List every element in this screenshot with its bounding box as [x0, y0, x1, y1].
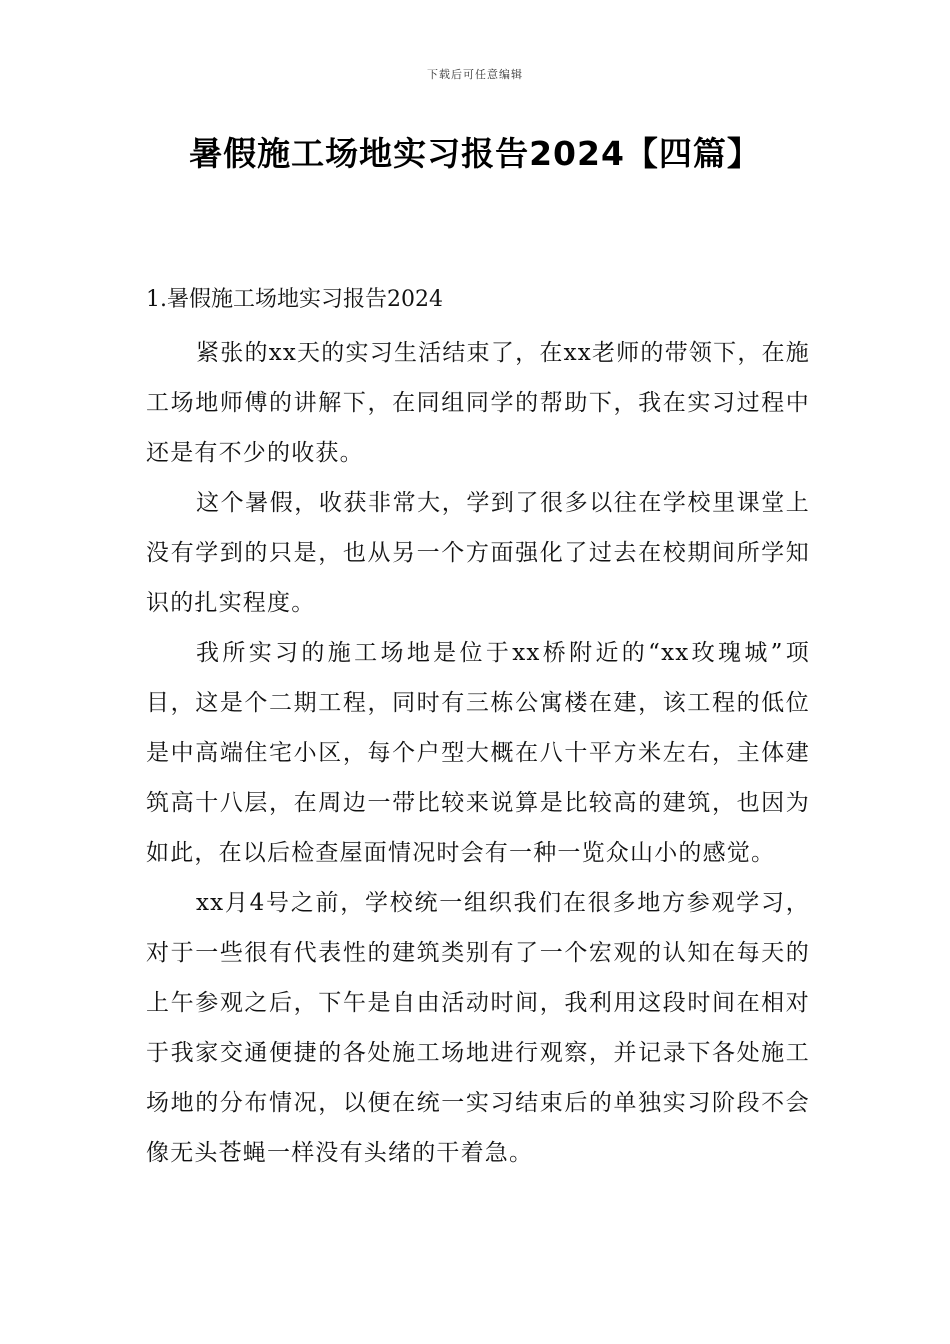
paragraph: 我所实习的施工场地是位于xx桥附近的“xx玫瑰城”项目，这是个二期工程，同时有三栋公寓楼在建，该工程的低位是中高端住宅小区，每个户型大概在八十平方米左右，主体建筑高十八层，在周边一带比较来说算是比较高的建筑，也因为如此，在以后检查屋面情况时会有一种一览众山小的感觉。 [146, 640, 810, 866]
document-title: 暑假施工场地实习报告2024【四篇】 [189, 134, 761, 173]
section-heading: 1.暑假施工场地实习报告2024 [146, 287, 443, 312]
header-note: 下载后可任意编辑 [427, 68, 523, 81]
paragraph: 这个暑假，收获非常大，学到了很多以往在学校里课堂上没有学到的只是，也从另一个方面强化了过去在校期间所学知识的扎实程度。 [146, 490, 810, 616]
document-body [146, 282, 810, 1178]
paragraph: 紧张的xx天的实习生活结束了，在xx老师的带领下，在施工场地师傅的讲解下，在同组同学的帮助下，我在实习过程中还是有不少的收获。 [146, 340, 810, 466]
paragraph: xx月4号之前，学校统一组织我们在很多地方参观学习，对于一些很有代表性的建筑类别有了一个宏观的认知在每天的上午参观之后，下午是自由活动时间，我利用这段时间在相对于我家交通便捷的各处施工场地进行观察，并记录下各处施工场地的分布情况，以便在统一实习结束后的单独实习阶段不会像无头苍蝇一样没有头绪的干着急。 [146, 890, 810, 1166]
